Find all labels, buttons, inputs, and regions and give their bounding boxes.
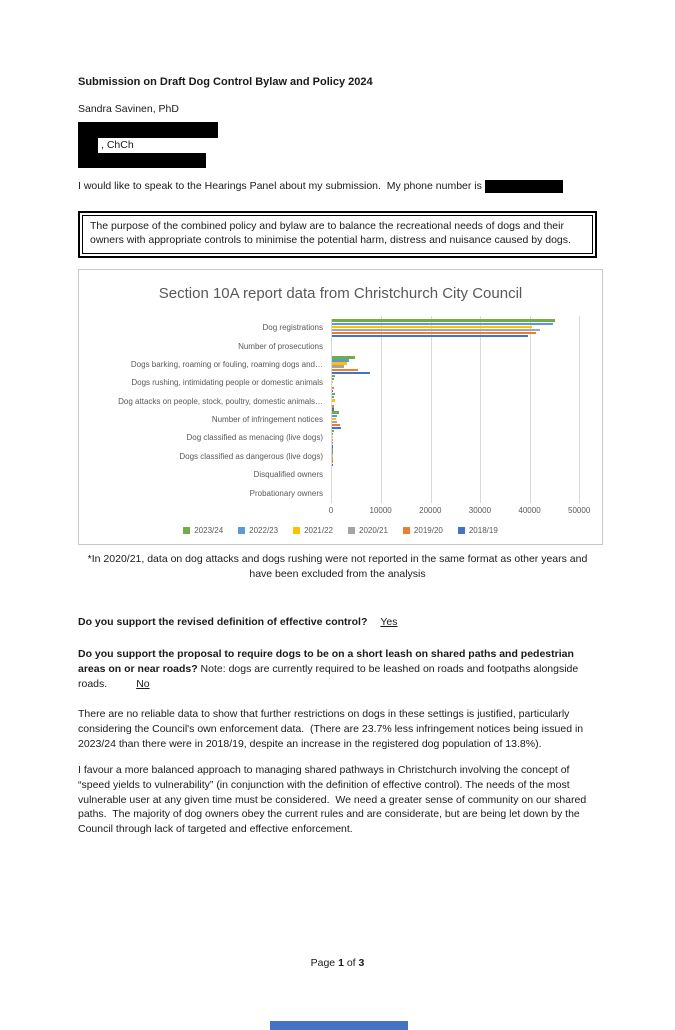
chart-bar-2023-24 (332, 375, 335, 377)
legend-label: 2020/21 (359, 525, 388, 536)
document-page (0, 75, 675, 837)
chart-bar-group (332, 466, 602, 484)
chart-x-tick: 10000 (370, 505, 392, 516)
legend-label: 2021/22 (304, 525, 333, 536)
chart-bar-2022-23 (332, 433, 333, 435)
chart-x-tick: 0 (329, 505, 333, 516)
legend-item (403, 525, 443, 536)
chart-bar-2020-21 (332, 439, 333, 441)
legend-swatch (458, 527, 465, 534)
chart-legend (79, 525, 602, 536)
chart-bar-2019-20 (332, 442, 333, 444)
body-paragraph-2: I favour a more balanced approach to managing shared pathways in Christchurch involving the concept of “speed yields to vulnerability” (in conjunction with the definition of effective control). The needs of the most vulnerable user at any given time must be considered. We need a greater sense of community on our shared paths. The majority of dog owners obey the current rules and are considerate, but are being let down by the Council through lack of targeted and effective enforcement. (78, 763, 597, 836)
chart-x-tick: 20000 (419, 505, 441, 516)
chart-plot-area (331, 319, 602, 503)
legend-item (183, 525, 223, 536)
purpose-box-inner (82, 215, 593, 254)
chart-bar-2023-24 (332, 356, 355, 358)
chart-bar-2020-21 (332, 329, 540, 331)
chart-body (79, 319, 602, 503)
chart-bar-2022-23 (332, 323, 553, 325)
chart-category-label: Probationary owners (79, 485, 323, 503)
chart (78, 269, 603, 545)
legend-item (348, 525, 388, 536)
chart-bar-2019-20 (332, 369, 358, 371)
redacted-address-stub (78, 138, 98, 153)
hearings-panel-text: I would like to speak to the Hearings Panel about my submission. My phone number is (78, 180, 485, 192)
chart-x-tick: 40000 (518, 505, 540, 516)
chart-bar-2021-22 (332, 381, 333, 383)
chart-category-label: Number of prosecutions (79, 338, 323, 356)
chart-category-label: Dog registrations (79, 319, 323, 337)
legend-item (238, 525, 278, 536)
question-1-text: Do you support the revised definition of effective control? (78, 616, 367, 628)
chart-bar-2022-23 (332, 378, 334, 380)
footer-middle: of (344, 957, 359, 969)
chart-bar-2021-22 (332, 436, 333, 438)
author-line: Sandra Savinen, PhD (78, 102, 597, 117)
chart-bar-2020-21 (332, 421, 337, 423)
chart-x-tick: 50000 (568, 505, 590, 516)
footer-total-pages: 3 (359, 957, 365, 969)
redacted-phone-number (485, 180, 563, 193)
chart-bar-2021-22 (332, 326, 532, 328)
chart-bar-2020-21 (332, 365, 344, 367)
chart-x-tick: 30000 (469, 505, 491, 516)
legend-swatch (348, 527, 355, 534)
chart-bar-2019-20 (332, 424, 340, 426)
chart-bar-2023-24 (332, 319, 555, 321)
chart-bar-group (332, 393, 602, 411)
chart-category-label: Dog classified as menacing (live dogs) (79, 429, 323, 447)
chart-bar-2021-22 (332, 399, 335, 401)
address-line-2 (78, 138, 597, 153)
legend-label: 2018/19 (469, 525, 498, 536)
question-1-answer: Yes (380, 616, 397, 628)
purpose-box (78, 211, 597, 258)
question-2 (78, 647, 597, 691)
question-2-text: Do you support the proposal to require dogs to be on a short leash on shared paths and pedestrian areas on or near roads? (78, 648, 574, 675)
chart-bar-group (332, 429, 602, 447)
footer-page-number: 1 (338, 957, 344, 969)
legend-swatch (403, 527, 410, 534)
chart-bar-group (332, 356, 602, 374)
chart-bar-group (332, 374, 602, 392)
chart-category-label: Number of infringement notices (79, 411, 323, 429)
legend-swatch (183, 527, 190, 534)
legend-item (293, 525, 333, 536)
chart-footnote-line2: have been excluded from the analysis (78, 567, 597, 582)
redacted-address-block (78, 122, 597, 168)
redacted-address-line-1 (78, 122, 218, 138)
chart-category-label: Dogs barking, roaming or fouling, roaming dogs and… (79, 356, 323, 374)
chart-bar-2022-23 (332, 415, 337, 417)
chart-footnote-line1: *In 2020/21, data on dog attacks and dogs rushing were not reported in the same format as other years and (78, 552, 597, 567)
legend-item (458, 525, 498, 536)
next-page-blue-fragment (270, 1021, 408, 1030)
legend-label: 2022/23 (249, 525, 278, 536)
legend-swatch (238, 527, 245, 534)
chart-bar-2022-23 (332, 396, 334, 398)
chart-footnote (78, 552, 597, 581)
chart-x-axis (331, 505, 602, 518)
chart-category-label: Dog attacks on people, stock, poultry, domestic animals… (79, 393, 323, 411)
hearings-panel-line (78, 179, 597, 194)
page-footer (0, 956, 675, 971)
chart-title: Section 10A report data from Christchurch City Council (79, 283, 602, 304)
legend-swatch (293, 527, 300, 534)
legend-label: 2019/20 (414, 525, 443, 536)
chart-bar-group (332, 485, 602, 503)
footer-prefix: Page (311, 957, 338, 969)
address-suburb-text: , ChCh (101, 138, 134, 153)
chart-bar-group (332, 319, 602, 337)
chart-category-label: Disqualified owners (79, 466, 323, 484)
chart-category-labels (79, 319, 331, 503)
chart-bar-2019-20 (332, 387, 334, 389)
document-title: Submission on Draft Dog Control Bylaw and Policy 2024 (78, 75, 597, 90)
chart-bar-2019-20 (332, 405, 334, 407)
purpose-text: The purpose of the combined policy and bylaw are to balance the recreational needs of dogs and their owners with appropriate controls to minimise the potential harm, distress and nuisance caused by dogs. (90, 220, 571, 247)
chart-bar-2023-24 (332, 411, 339, 413)
chart-bar-group (332, 411, 602, 429)
chart-bar-2019-20 (332, 332, 536, 334)
chart-bar-2023-24 (332, 393, 335, 395)
chart-bar-2023-24 (332, 430, 334, 432)
chart-bar-group (332, 338, 602, 356)
redacted-address-line-3 (78, 153, 206, 168)
chart-bar-2022-23 (332, 359, 349, 361)
chart-bar-group (332, 448, 602, 466)
chart-bar-2021-22 (332, 418, 336, 420)
question-2-answer: No (136, 678, 149, 690)
question-1 (78, 615, 597, 630)
chart-category-label: Dogs classified as dangerous (live dogs) (79, 448, 323, 466)
question-2-note: Note: dogs are currently required to be leashed on roads and footpaths alongside roads. (78, 663, 578, 690)
legend-label: 2023/24 (194, 525, 223, 536)
body-paragraph-1: There are no reliable data to show that further restrictions on dogs in these settings is justified, particularly considering the Council's own enforcement data. (There are 23.7% less infringement notices being issued in 2023/24 than there were in 2018/19, despite an increase in the registered dog population of 13.8%). (78, 707, 597, 751)
chart-category-label: Dogs rushing, intimidating people or domestic animals (79, 374, 323, 392)
chart-bar-2021-22 (332, 362, 347, 364)
